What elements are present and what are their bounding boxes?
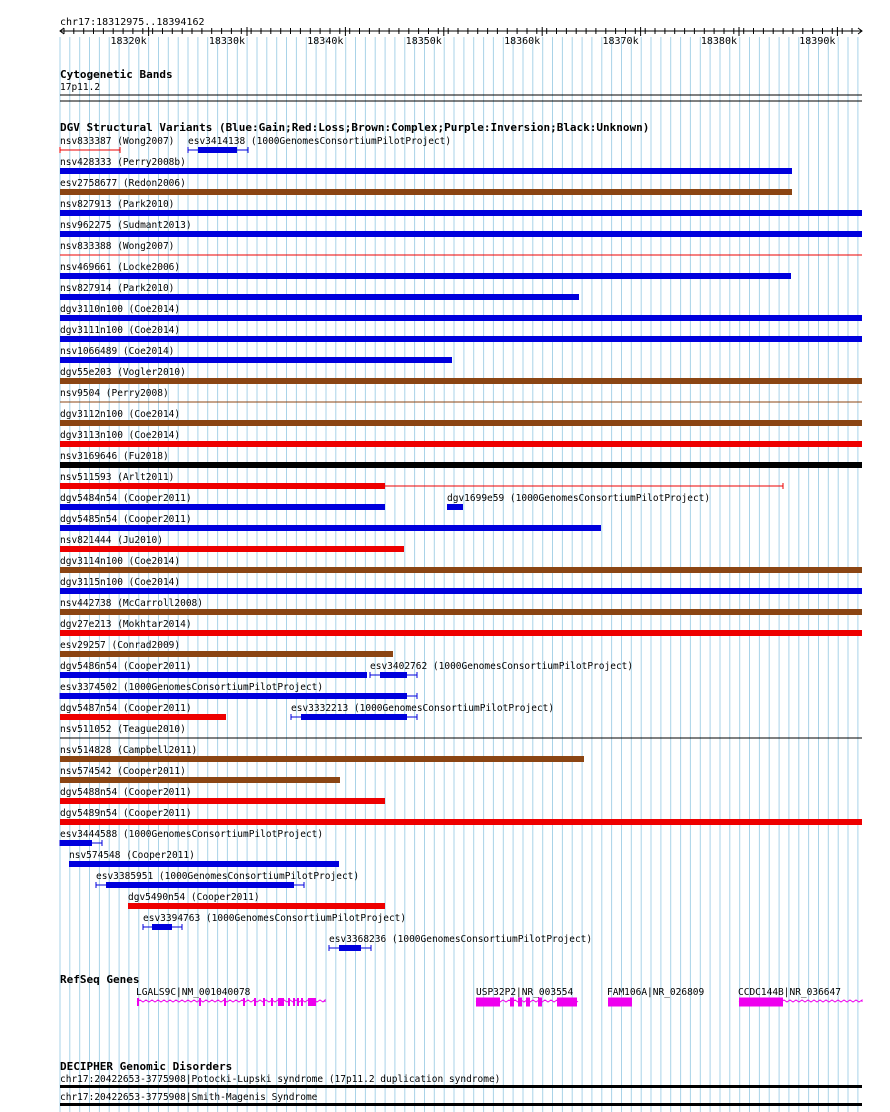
gene-exon-lgals9c[interactable]	[199, 998, 201, 1006]
ruler-tick-label: 18370k	[602, 36, 639, 47]
dgv-feature[interactable]	[60, 220, 862, 237]
dgv-feature-label[interactable]: esv29257 (Conrad2009)	[60, 640, 181, 651]
ruler-tick-label: 18320k	[110, 36, 147, 47]
vertical-grid-lines	[60, 37, 858, 1112]
dgv-feature[interactable]	[60, 535, 404, 552]
cytoband-track[interactable]	[60, 68, 862, 101]
dgv-feature-bar[interactable]	[60, 630, 862, 636]
dgv-feature-bar[interactable]	[60, 210, 862, 216]
dgv-feature[interactable]	[69, 850, 339, 867]
dgv-feature-label[interactable]: nsv9504 (Perry2008)	[60, 388, 169, 399]
ruler-track[interactable]	[60, 17, 862, 47]
dgv-feature[interactable]	[128, 892, 385, 909]
gene-label-fam106a[interactable]: FAM106A|NR_026809	[607, 987, 705, 998]
dgv-feature-bar[interactable]	[60, 294, 579, 300]
gene-exon-lgals9c[interactable]	[288, 998, 290, 1006]
dgv-feature-label[interactable]: dgv3110n100 (Coe2014)	[60, 304, 181, 315]
dgv-feature[interactable]	[60, 703, 226, 720]
dgv-feature[interactable]	[60, 556, 862, 573]
dgv-feature-bar[interactable]	[60, 357, 452, 363]
dgv-feature-label[interactable]: dgv27e213 (Mokhtar2014)	[60, 619, 192, 630]
dgv-feature-bar[interactable]	[60, 483, 385, 489]
dgv-feature-bar[interactable]	[301, 714, 407, 720]
dgv-feature[interactable]	[96, 871, 359, 888]
dgv-feature[interactable]	[60, 178, 792, 195]
refseq-track-title: RefSeq Genes	[60, 973, 140, 986]
gene-exon-lgals9c[interactable]	[297, 998, 299, 1006]
dgv-feature[interactable]	[60, 451, 862, 468]
dgv-feature-label[interactable]: dgv5487n54 (Cooper2011)	[60, 703, 192, 714]
dgv-feature-label[interactable]: nsv511593 (Arlt2011)	[60, 472, 175, 483]
dgv-feature-label[interactable]: nsv827914 (Park2010)	[60, 283, 175, 294]
dgv-feature[interactable]	[60, 598, 862, 615]
dgv-feature[interactable]	[291, 703, 554, 720]
dgv-feature-label[interactable]: esv3402762 (1000GenomesConsortiumPilotProject)	[370, 661, 634, 672]
ruler-tick-label: 18350k	[405, 36, 442, 47]
dgv-feature-label[interactable]: esv3332213 (1000GenomesConsortiumPilotProject)	[291, 703, 555, 714]
dgv-feature[interactable]	[60, 682, 417, 699]
dgv-feature-bar[interactable]	[380, 672, 407, 678]
dgv-feature-label[interactable]: nsv833388 (Wong2007)	[60, 241, 175, 252]
dgv-feature-bar[interactable]	[198, 147, 237, 153]
gene-exon-lgals9c[interactable]	[301, 998, 303, 1006]
dgv-feature-bar[interactable]	[60, 672, 367, 678]
gene-exon-usp32p2[interactable]	[538, 998, 542, 1007]
dgv-feature-bar[interactable]	[60, 609, 862, 615]
dgv-feature-label[interactable]: dgv5489n54 (Cooper2011)	[60, 808, 192, 819]
dgv-feature-bar[interactable]	[60, 693, 407, 699]
dgv-feature-bar[interactable]	[60, 714, 226, 720]
dgv-feature-label[interactable]: nsv1066489 (Coe2014)	[60, 346, 175, 357]
dgv-feature-bar[interactable]	[60, 819, 862, 825]
gene-exon-fam106a[interactable]	[608, 998, 632, 1007]
dgv-feature[interactable]	[60, 514, 601, 531]
dgv-feature[interactable]	[60, 346, 452, 363]
dgv-feature[interactable]	[188, 136, 451, 153]
dgv-feature[interactable]	[60, 472, 783, 489]
dgv-feature-label[interactable]: esv3414138 (1000GenomesConsortiumPilotProject)	[188, 136, 452, 147]
decipher-track-title: DECIPHER Genomic Disorders	[60, 1060, 233, 1073]
dgv-feature-bar[interactable]	[60, 777, 340, 783]
gene-exon-lgals9c[interactable]	[293, 998, 295, 1006]
gene-exon-usp32p2[interactable]	[526, 998, 530, 1007]
dgv-feature[interactable]	[60, 430, 862, 447]
dgv-feature-label[interactable]: dgv5484n54 (Cooper2011)	[60, 493, 192, 504]
decipher-track[interactable]	[60, 1060, 862, 1106]
dgv-feature[interactable]	[60, 304, 862, 321]
dgv-feature-bar[interactable]	[106, 882, 294, 888]
dgv-feature-label[interactable]: esv2758677 (Redon2006)	[60, 178, 186, 189]
dgv-feature-bar[interactable]	[60, 441, 862, 447]
dgv-feature[interactable]	[60, 724, 862, 738]
dgv-feature-label[interactable]: dgv3115n100 (Coe2014)	[60, 577, 181, 588]
dgv-feature-label[interactable]: nsv574548 (Cooper2011)	[69, 850, 195, 861]
dgv-feature[interactable]	[60, 409, 862, 426]
dgv-feature-label[interactable]: dgv3111n100 (Coe2014)	[60, 325, 181, 336]
ruler-tick-label: 18380k	[700, 36, 737, 47]
dgv-feature-label[interactable]: esv3385951 (1000GenomesConsortiumPilotProject)	[96, 871, 360, 882]
dgv-feature[interactable]	[60, 199, 862, 216]
decipher-item-bar[interactable]	[60, 1085, 862, 1088]
dgv-feature[interactable]	[60, 640, 393, 657]
dgv-feature[interactable]	[143, 913, 406, 930]
dgv-feature-label[interactable]: nsv514828 (Campbell2011)	[60, 745, 198, 756]
ruler-tick-label: 18390k	[799, 36, 836, 47]
dgv-feature-label[interactable]: dgv3113n100 (Coe2014)	[60, 430, 181, 441]
gene-label-ccdc144b[interactable]: CCDC144B|NR_036647	[738, 987, 841, 998]
dgv-feature-label[interactable]: dgv5488n54 (Cooper2011)	[60, 787, 192, 798]
dgv-feature-bar[interactable]	[60, 525, 601, 531]
dgv-feature-bar[interactable]	[60, 504, 385, 510]
dgv-feature-list	[60, 136, 862, 951]
dgv-feature[interactable]	[60, 388, 862, 402]
gene-exon-lgals9c[interactable]	[243, 998, 245, 1006]
cytoband-label: 17p11.2	[60, 82, 101, 93]
dgv-feature-label[interactable]: nsv827913 (Park2010)	[60, 199, 175, 210]
dgv-feature-label[interactable]: nsv469661 (Locke2006)	[60, 262, 181, 273]
gene-exon-ccdc144b[interactable]	[739, 998, 783, 1007]
gene-exon-usp32p2[interactable]	[557, 998, 577, 1007]
dgv-feature-label[interactable]: esv3444588 (1000GenomesConsortiumPilotProject)	[60, 829, 324, 840]
gene-label-lgals9c[interactable]: LGALS9C|NM_001040078	[136, 987, 251, 998]
dgv-feature[interactable]	[60, 262, 791, 279]
refseq-track[interactable]	[60, 973, 862, 1007]
dgv-feature-bar[interactable]	[60, 546, 404, 552]
dgv-track[interactable]	[60, 121, 862, 951]
ruler-position-label: chr17:18312975..18394162	[60, 17, 205, 28]
dgv-feature-bar[interactable]	[60, 462, 862, 468]
dgv-feature[interactable]	[60, 241, 862, 255]
dgv-feature[interactable]	[60, 661, 367, 678]
dgv-feature-bar[interactable]	[69, 861, 339, 867]
dgv-feature-label[interactable]: esv3368236 (1000GenomesConsortiumPilotProject)	[329, 934, 593, 945]
dgv-feature[interactable]	[60, 619, 862, 636]
ruler-tick-label: 18360k	[504, 36, 541, 47]
dgv-feature-bar[interactable]	[60, 588, 862, 594]
dgv-feature-bar[interactable]	[60, 378, 862, 384]
gene-exon-lgals9c[interactable]	[278, 998, 284, 1006]
dgv-feature-label[interactable]: esv3394763 (1000GenomesConsortiumPilotProject)	[143, 913, 407, 924]
decipher-item-label[interactable]: chr17:20422653-3775908|Potocki-Lupski syndrome (17p11.2 duplication syndrome)	[60, 1074, 501, 1085]
dgv-feature-label[interactable]: nsv442738 (McCarroll2008)	[60, 598, 203, 609]
dgv-feature-bar[interactable]	[60, 651, 393, 657]
dgv-feature-label[interactable]: dgv5490n54 (Cooper2011)	[128, 892, 260, 903]
dgv-feature-bar[interactable]	[60, 798, 385, 804]
gene-exon-lgals9c[interactable]	[137, 998, 139, 1006]
dgv-feature-bar[interactable]	[60, 189, 792, 195]
dgv-feature-bar[interactable]	[60, 315, 862, 321]
gene-exon-lgals9c[interactable]	[254, 998, 256, 1006]
dgv-feature-bar[interactable]	[152, 924, 172, 930]
gene-exon-lgals9c[interactable]	[271, 998, 273, 1006]
dgv-feature[interactable]	[60, 367, 862, 384]
dgv-feature-bar[interactable]	[128, 903, 385, 909]
dgv-feature[interactable]	[60, 283, 579, 300]
dgv-feature-bar[interactable]	[60, 273, 791, 279]
dgv-feature-label[interactable]: nsv428333 (Perry2008b)	[60, 157, 186, 168]
gene-exon-usp32p2[interactable]	[518, 998, 522, 1007]
ruler-minor-ticks	[64, 28, 852, 34]
dgv-feature[interactable]	[60, 766, 340, 783]
dgv-feature[interactable]	[60, 157, 792, 174]
cytoband-track-title: Cytogenetic Bands	[60, 68, 173, 81]
dgv-feature-label[interactable]: dgv1699e59 (1000GenomesConsortiumPilotProject)	[447, 493, 711, 504]
dgv-feature-label[interactable]: dgv5485n54 (Cooper2011)	[60, 514, 192, 525]
dgv-feature-bar[interactable]	[60, 567, 862, 573]
decipher-item-bar[interactable]	[60, 1103, 862, 1106]
dgv-feature-bar[interactable]	[339, 945, 361, 951]
dgv-feature-label[interactable]: dgv3114n100 (Coe2014)	[60, 556, 181, 567]
dgv-feature-label[interactable]: esv3374502 (1000GenomesConsortiumPilotProject)	[60, 682, 324, 693]
gene-exon-lgals9c[interactable]	[308, 998, 316, 1006]
dgv-feature-bar[interactable]	[60, 336, 862, 342]
gene-models[interactable]	[137, 998, 862, 1007]
dgv-feature[interactable]	[60, 325, 862, 342]
gene-exon-lgals9c[interactable]	[224, 998, 226, 1006]
dgv-feature[interactable]	[60, 808, 862, 825]
dgv-feature-label[interactable]: nsv833387 (Wong2007)	[60, 136, 175, 147]
dgv-feature-bar[interactable]	[447, 504, 463, 510]
dgv-feature-label[interactable]: nsv574542 (Cooper2011)	[60, 766, 186, 777]
dgv-feature-bar[interactable]	[60, 420, 862, 426]
gene-label-usp32p2[interactable]: USP32P2|NR_003554	[476, 987, 574, 998]
dgv-feature[interactable]	[60, 136, 174, 153]
dgv-feature-label[interactable]: nsv962275 (Sudmant2013)	[60, 220, 192, 231]
gene-exon-usp32p2[interactable]	[476, 998, 500, 1007]
dgv-feature-label[interactable]: dgv5486n54 (Cooper2011)	[60, 661, 192, 672]
dgv-feature-label[interactable]: nsv821444 (Ju2010)	[60, 535, 163, 546]
dgv-feature-label[interactable]: nsv511052 (Teague2010)	[60, 724, 186, 735]
dgv-feature-label[interactable]: dgv3112n100 (Coe2014)	[60, 409, 181, 420]
ruler-tick-label: 18340k	[307, 36, 344, 47]
dgv-feature-label[interactable]: dgv55e203 (Vogler2010)	[60, 367, 186, 378]
dgv-feature-label[interactable]: nsv3169646 (Fu2018)	[60, 451, 169, 462]
gene-exon-usp32p2[interactable]	[510, 998, 514, 1007]
dgv-feature[interactable]	[60, 829, 323, 846]
ruler-tick-label: 18330k	[208, 36, 245, 47]
dgv-feature[interactable]	[60, 577, 862, 594]
dgv-feature[interactable]	[60, 745, 584, 762]
decipher-item-label[interactable]: chr17:20422653-3775908|Smith-Magenis Syndrome	[60, 1092, 318, 1103]
dgv-feature[interactable]	[370, 661, 633, 678]
dgv-track-title: DGV Structural Variants (Blue:Gain;Red:Loss;Brown:Complex;Purple:Inversion;Black:Unknown)	[60, 121, 650, 134]
gene-exon-lgals9c[interactable]	[263, 998, 265, 1006]
dgv-feature-bar[interactable]	[60, 756, 584, 762]
dgv-feature-bar[interactable]	[60, 840, 92, 846]
dgv-feature-bar[interactable]	[60, 168, 792, 174]
dgv-feature-bar[interactable]	[60, 231, 862, 237]
